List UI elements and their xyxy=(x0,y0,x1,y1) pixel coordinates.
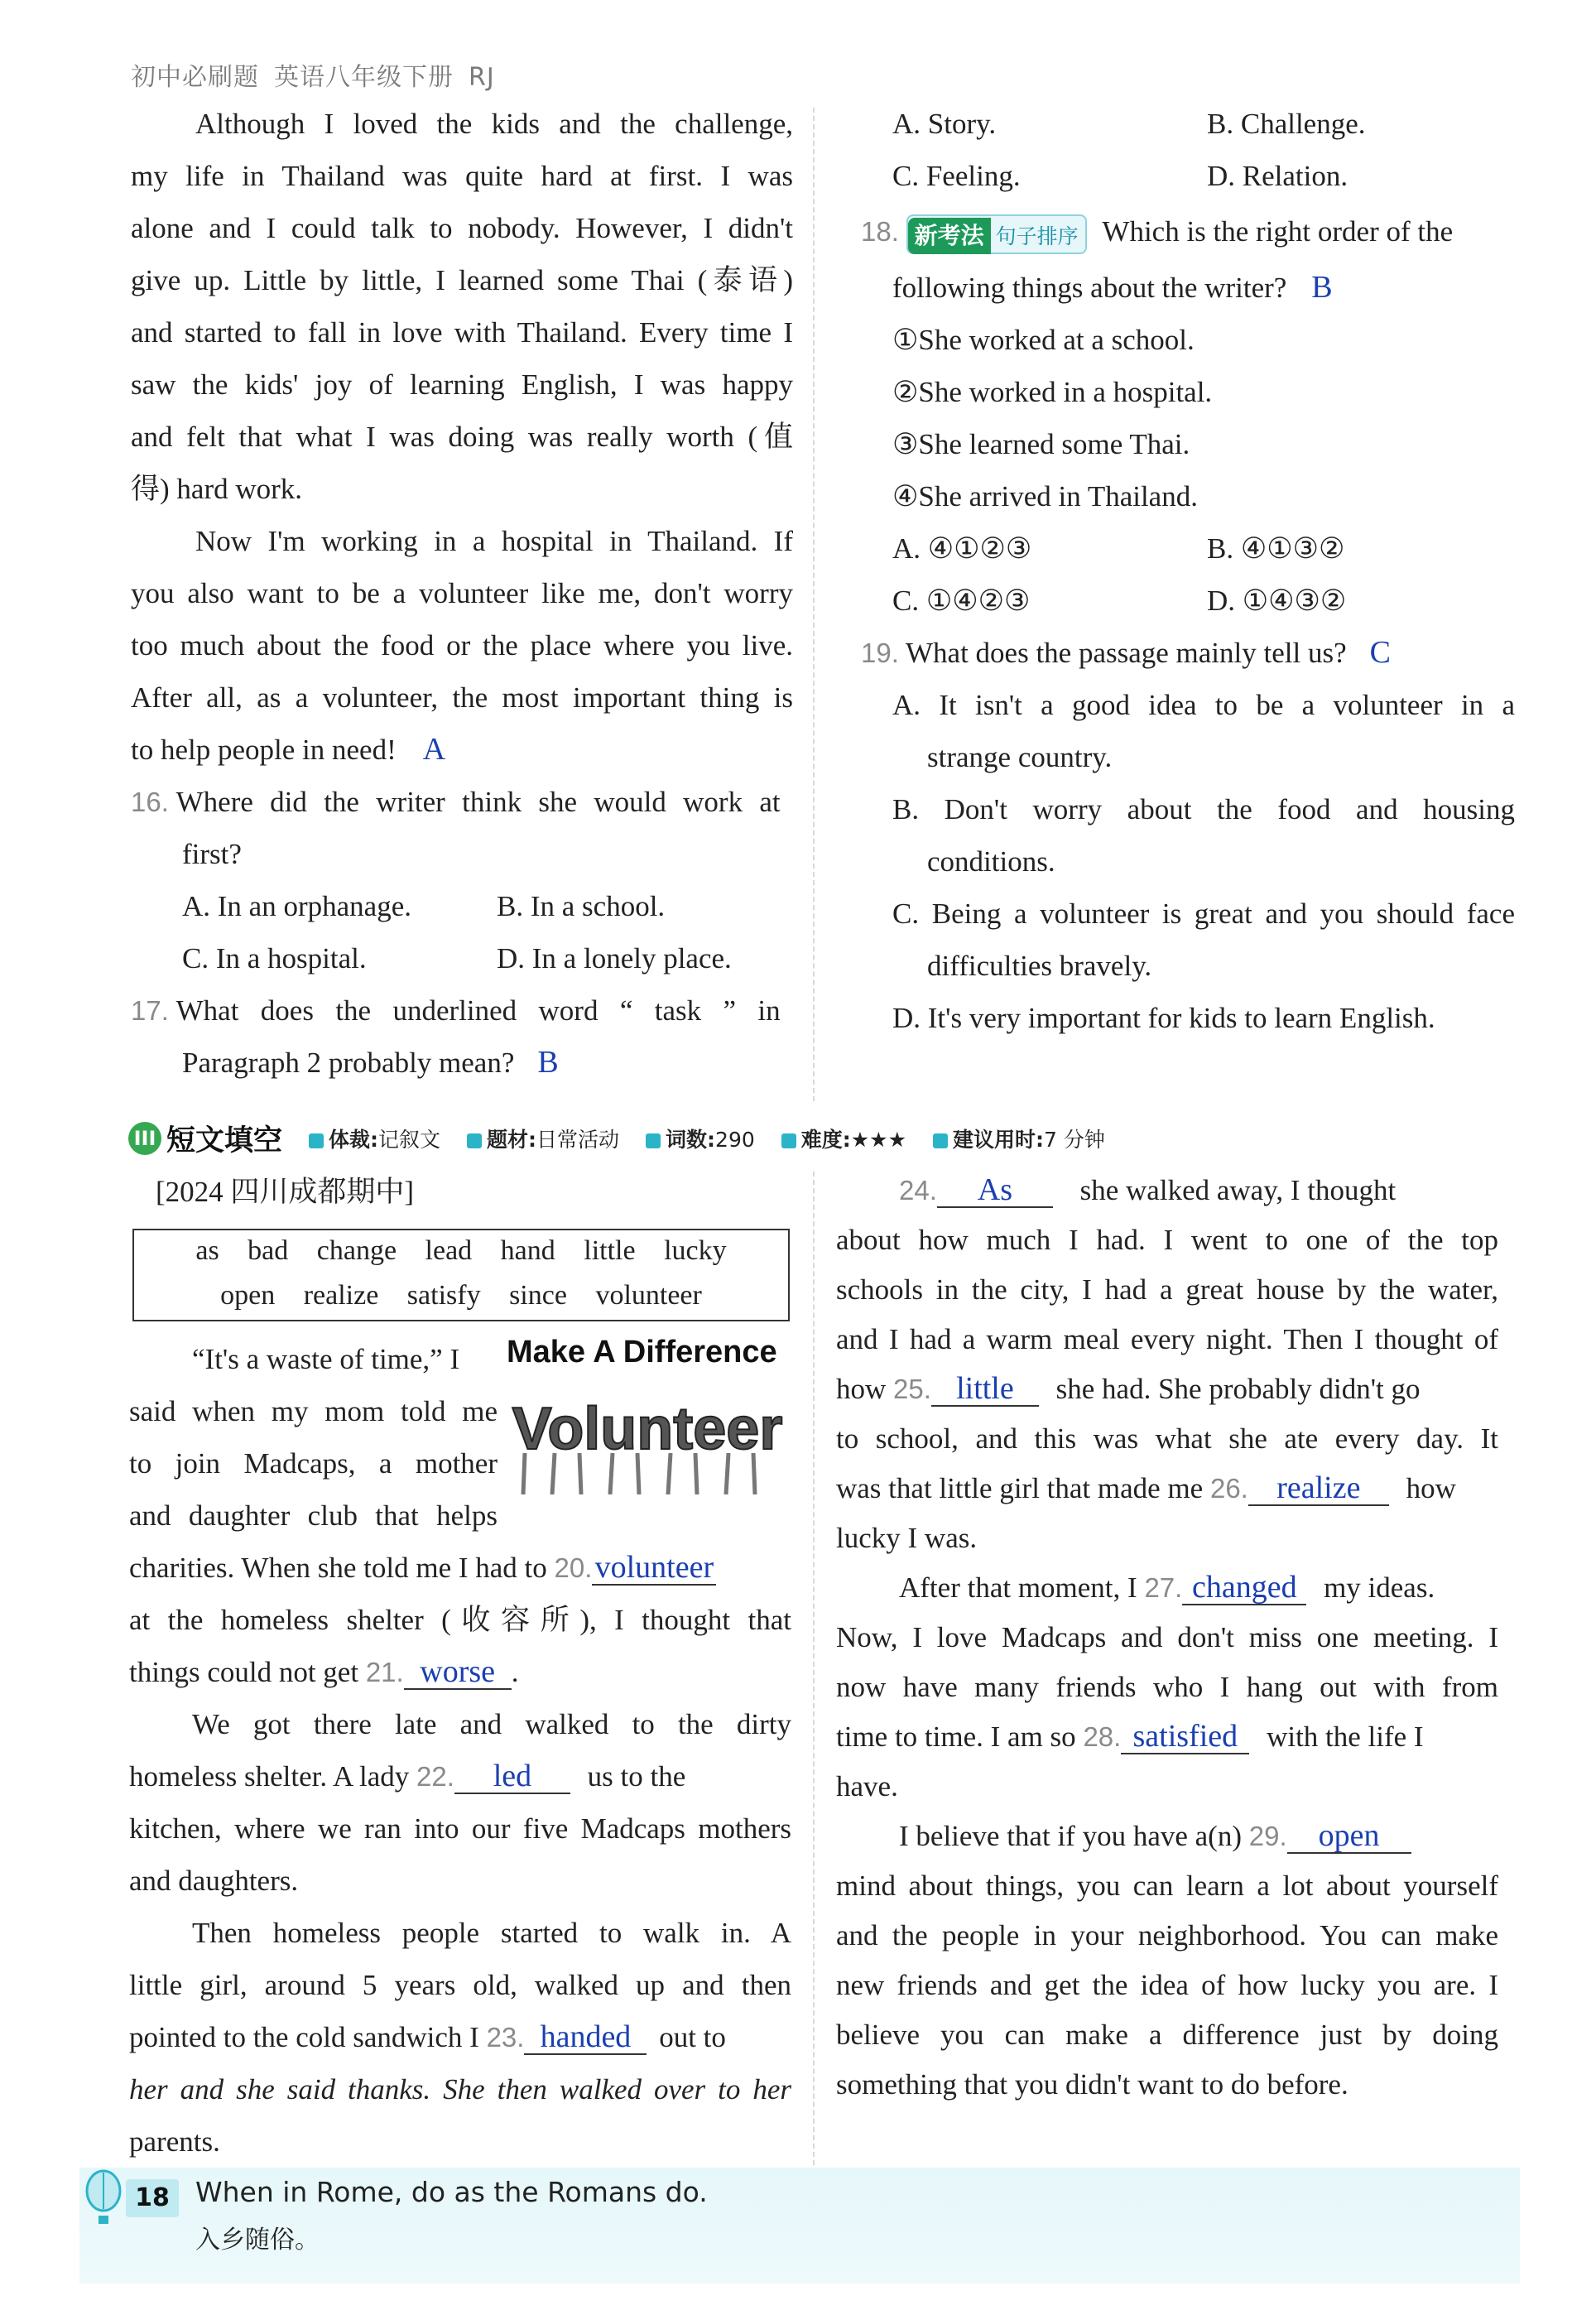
proverb: When in Rome, do as the Romans do. xyxy=(195,2176,708,2208)
option-a: A. Story. xyxy=(892,108,997,140)
option-a-cont: strange country. xyxy=(927,741,1113,773)
cloze-text: how xyxy=(1406,1472,1456,1504)
option-a: A. It isn't a good idea to be a volunteer in a xyxy=(892,689,1515,721)
question-number: 16. xyxy=(131,787,169,817)
order-item: ③She learned some Thai. xyxy=(892,428,1190,460)
passage-line: 得) hard work. xyxy=(131,473,303,505)
option-b: B. Don't worry about the food and housing xyxy=(892,793,1515,825)
question-number: 18. xyxy=(861,216,899,247)
section-title: 短文填空 xyxy=(166,1124,283,1157)
question-17 xyxy=(131,984,793,1037)
question-number: 17. xyxy=(131,995,169,1026)
question-18 xyxy=(861,202,1515,262)
cloze-line: have. xyxy=(836,1770,898,1802)
cloze-line: her and she said thanks. She then walked over to her xyxy=(129,2073,791,2105)
bars-icon xyxy=(781,1133,796,1148)
blank-28[interactable]: satisfied xyxy=(1121,1720,1249,1754)
cloze-line xyxy=(129,1437,791,1489)
cloze-text: to join Madcaps, a mother xyxy=(129,1447,498,1480)
passage-line: and started to fall in love with Thailand. Every time I xyxy=(131,316,793,349)
cloze-right xyxy=(836,1166,1498,2110)
meta-value: 290 xyxy=(715,1128,755,1152)
cloze-text: After that moment, I xyxy=(899,1571,1137,1604)
blank-number: 23. xyxy=(486,2022,525,2053)
meta-value: 记叙文 xyxy=(378,1128,441,1152)
question-stem: Which is the right order of the xyxy=(1102,215,1454,248)
word-bank xyxy=(132,1229,790,1321)
header-edition: RJ xyxy=(469,63,495,92)
blank-24[interactable]: As xyxy=(937,1173,1053,1208)
answer-15: A xyxy=(422,732,446,767)
column-divider xyxy=(813,1172,815,2165)
cloze-line: about how much I had. I went to one of the top xyxy=(836,1224,1498,1256)
question-stem-cont: following things about the writer? xyxy=(892,272,1287,304)
cloze-text: my ideas. xyxy=(1324,1571,1435,1604)
passage-line: you also want to be a volunteer like me, don't worry xyxy=(131,577,793,609)
question-stem-cont: first? xyxy=(182,838,242,870)
passage-line: alone and I could talk to nobody. However, I didn't xyxy=(131,212,793,244)
answer-19: C xyxy=(1369,635,1391,670)
options-row xyxy=(861,575,1515,627)
answer-17: B xyxy=(537,1045,559,1080)
option-c-cont: difficulties bravely. xyxy=(927,950,1152,982)
cloze-text: things could not get xyxy=(129,1656,359,1688)
cloze-text: out to xyxy=(659,2021,726,2053)
cloze-line: and the people in your neighborhood. You can make xyxy=(836,1919,1498,1951)
option-c: C. Being a volunteer is great and you should face xyxy=(892,898,1515,930)
cloze-text: she had. She probably didn't go xyxy=(1055,1373,1421,1405)
proverb-translation: 入乡随俗。 xyxy=(195,2226,320,2255)
question-stem: What does the underlined word “ task ” in xyxy=(175,994,781,1027)
blank-number: 24. xyxy=(899,1175,937,1206)
options-row xyxy=(131,880,793,932)
cloze-text: with the life I xyxy=(1267,1720,1424,1753)
cloze-line: We got there late and walked to the dirty xyxy=(192,1708,791,1740)
cloze-line: Then homeless people started to walk in. A xyxy=(192,1917,791,1949)
question-number: 19. xyxy=(861,638,899,668)
questions-right xyxy=(861,98,1515,1044)
cloze-line: schools in the city, I had a great house by the water, xyxy=(836,1273,1498,1306)
blank-number: 26. xyxy=(1209,1473,1248,1504)
cloze-text: I believe that if you have a(n) xyxy=(899,1820,1242,1852)
passage-line: my life in Thailand was quite hard at first. I was xyxy=(131,160,793,192)
badge-sub: 句子排序 xyxy=(995,224,1079,248)
cloze-line: at the homeless shelter (收容所), I thought that xyxy=(129,1604,791,1636)
option-c: C. ①④②③ xyxy=(892,585,1031,617)
cloze-line xyxy=(836,1166,1498,1215)
passage-line: and felt that what I was doing was really worth (值 xyxy=(131,421,793,453)
blank-29[interactable]: open xyxy=(1287,1819,1411,1854)
blank-20[interactable]: volunteer xyxy=(592,1551,716,1586)
passage-line: Although I loved the kids and the challenge, xyxy=(195,108,793,140)
option-c: C. In a hospital. xyxy=(182,942,367,975)
blank-number: 29. xyxy=(1248,1821,1287,1851)
meta-difficulty xyxy=(781,1128,906,1152)
cloze-line: kitchen, where we ran into our five Madcaps mothers xyxy=(129,1812,791,1845)
meta-label: 建议用时: xyxy=(953,1128,1045,1152)
meta-words xyxy=(646,1128,755,1152)
cloze-line xyxy=(129,1750,791,1802)
option-a: A. In an orphanage. xyxy=(182,890,411,922)
cloze-line xyxy=(129,2011,791,2063)
word-bank-row: open realize satisfy since volunteer xyxy=(220,1280,702,1311)
word-bank-row: as bad change lead hand little lucky xyxy=(195,1235,727,1266)
cloze-text: homeless shelter. A lady xyxy=(129,1760,410,1793)
passage-line: saw the kids' joy of learning English, I was happy xyxy=(131,368,793,401)
header-book: 初中必刷题 xyxy=(131,63,259,92)
meta-genre xyxy=(309,1128,440,1152)
cloze-line xyxy=(836,1563,1498,1613)
cloze-line: something that you didn't want to do before. xyxy=(836,2068,1348,2101)
cloze-line xyxy=(129,1385,498,1437)
options-row xyxy=(861,98,1515,150)
passage-line: Now I'm working in a hospital in Thailand. If xyxy=(195,525,793,557)
cloze-line: things could not get 21. worse . xyxy=(129,1654,519,1689)
passage-line: After all, as a volunteer, the most important thing is xyxy=(131,681,793,714)
option-b: B. Challenge. xyxy=(1207,108,1366,140)
meta-topic xyxy=(467,1128,619,1152)
meta-label: 词数: xyxy=(666,1128,716,1152)
tag-icon xyxy=(467,1133,482,1148)
pen-icon xyxy=(646,1133,661,1148)
blank-number: 21. xyxy=(365,1657,404,1687)
cloze-text: was that little girl that made me xyxy=(836,1472,1204,1504)
meta-value: 日常活动 xyxy=(536,1128,620,1152)
option-d: D. It's very important for kids to learn English. xyxy=(892,1002,1435,1034)
option-b: B. In a school. xyxy=(497,890,666,922)
order-item: ②She worked in a hospital. xyxy=(892,376,1213,408)
option-d: D. In a lonely place. xyxy=(497,942,732,975)
option-d: D. ①④③② xyxy=(1207,585,1347,617)
option-b: B. ④①③② xyxy=(1207,532,1345,565)
page-number-box xyxy=(83,2169,199,2237)
cloze-text: how xyxy=(836,1373,887,1405)
cloze-line xyxy=(836,1464,1498,1514)
passage-line: too much about the food or the place where you live. xyxy=(131,629,793,662)
blank-26[interactable]: realize xyxy=(1248,1471,1389,1506)
order-item: ④She arrived in Thailand. xyxy=(892,480,1198,513)
cloze-line xyxy=(836,1712,1498,1762)
badge-main: 新考法 xyxy=(908,218,991,254)
cloze-text: charities. When she told me I had to xyxy=(129,1552,547,1584)
cloze-line: to school, and this was what she ate every day. It xyxy=(836,1422,1498,1455)
meta-value: ★★★ xyxy=(850,1128,907,1152)
cloze-line xyxy=(129,1489,791,1542)
meta-label: 题材: xyxy=(487,1128,537,1152)
blank-25[interactable]: little xyxy=(931,1372,1039,1407)
cloze-line: now have many friends who I hang out with from xyxy=(836,1671,1498,1703)
cloze-line: new friends and get the idea of how lucky you are. I xyxy=(836,1969,1498,2001)
cloze-left xyxy=(129,1333,791,2168)
option-c: C. Feeling. xyxy=(892,160,1021,192)
cloze-line: mind about things, you can learn a lot about yourself xyxy=(836,1870,1498,1902)
blank-number: 28. xyxy=(1083,1721,1122,1752)
header-subject: 英语八年级下册 xyxy=(274,63,454,92)
cloze-line: parents. xyxy=(129,2125,220,2158)
answer-18: B xyxy=(1311,270,1333,305)
option-d: D. Relation. xyxy=(1207,160,1348,192)
question-16 xyxy=(131,776,793,828)
meta-label: 难度: xyxy=(800,1128,851,1152)
cloze-text: said when my mom told me xyxy=(129,1395,498,1427)
question-19 xyxy=(861,627,1515,679)
cloze-line: and I had a warm meal every night. Then I thought of xyxy=(836,1323,1498,1355)
cloze-text: time to time. I am so xyxy=(836,1720,1076,1753)
page-number: 18 xyxy=(126,2179,179,2217)
option-b-cont: conditions. xyxy=(927,845,1055,878)
section-number: III xyxy=(128,1122,161,1155)
options-row xyxy=(861,522,1515,575)
blank-22[interactable]: led xyxy=(454,1759,570,1794)
meta-time xyxy=(933,1128,1105,1152)
option-a: A. ④①②③ xyxy=(892,532,1032,565)
cloze-line: “It's a waste of time,” I xyxy=(192,1343,460,1375)
running-header xyxy=(131,56,510,93)
column-divider xyxy=(813,108,815,1101)
cloze-text: she walked away, I thought xyxy=(1079,1174,1396,1206)
meta-label: 体裁: xyxy=(329,1128,379,1152)
cloze-text: and daughter club that helps xyxy=(129,1499,498,1532)
cloze-line: believe you can make a difference just by doing xyxy=(836,2019,1498,2051)
options-row xyxy=(861,150,1515,202)
cloze-line xyxy=(129,1542,791,1594)
question-stem: Where did the writer think she would work at xyxy=(175,786,781,818)
blank-21[interactable]: worse xyxy=(404,1655,512,1690)
passage-end xyxy=(131,98,793,1089)
image-word: Volunteer xyxy=(512,1396,783,1462)
balloon-icon xyxy=(83,2169,124,2235)
order-item: ①She worked at a school. xyxy=(892,324,1195,356)
cloze-line: lucky I was. xyxy=(836,1522,978,1554)
cloze-line xyxy=(836,1364,1498,1414)
blank-number: 25. xyxy=(893,1374,931,1404)
book-icon xyxy=(309,1133,324,1148)
cloze-text: us to the xyxy=(587,1760,686,1793)
blank-number: 22. xyxy=(416,1761,454,1792)
blank-23[interactable]: handed xyxy=(524,2020,647,2055)
source-label: [2024 四川成都期中] xyxy=(156,1176,415,1208)
meta-value: 7 分钟 xyxy=(1044,1128,1105,1152)
cloze-line: and daughters. xyxy=(129,1865,299,1897)
blank-number: 20. xyxy=(554,1552,593,1583)
passage-line: to help people in need! xyxy=(131,734,397,766)
cloze-line xyxy=(836,1812,1498,1861)
cloze-line: little girl, around 5 years old, walked up and then xyxy=(129,1969,791,2001)
cloze-line: Now, I love Madcaps and don't miss one meeting. I xyxy=(836,1621,1498,1653)
question-stem-cont: Paragraph 2 probably mean? xyxy=(182,1047,515,1079)
blank-number: 27. xyxy=(1144,1572,1183,1603)
image-caption: Make A Difference xyxy=(507,1335,777,1369)
options-row xyxy=(131,932,793,984)
cloze-text: pointed to the cold sandwich I xyxy=(129,2021,479,2053)
blank-27[interactable]: changed xyxy=(1182,1571,1306,1605)
passage-line: give up. Little by little, I learned some Thai (泰语) xyxy=(131,264,793,296)
timer-icon xyxy=(933,1133,948,1148)
new-method-badge xyxy=(906,214,1087,254)
question-stem: What does the passage mainly tell us? xyxy=(906,637,1347,669)
section-heading xyxy=(128,1118,1507,1156)
